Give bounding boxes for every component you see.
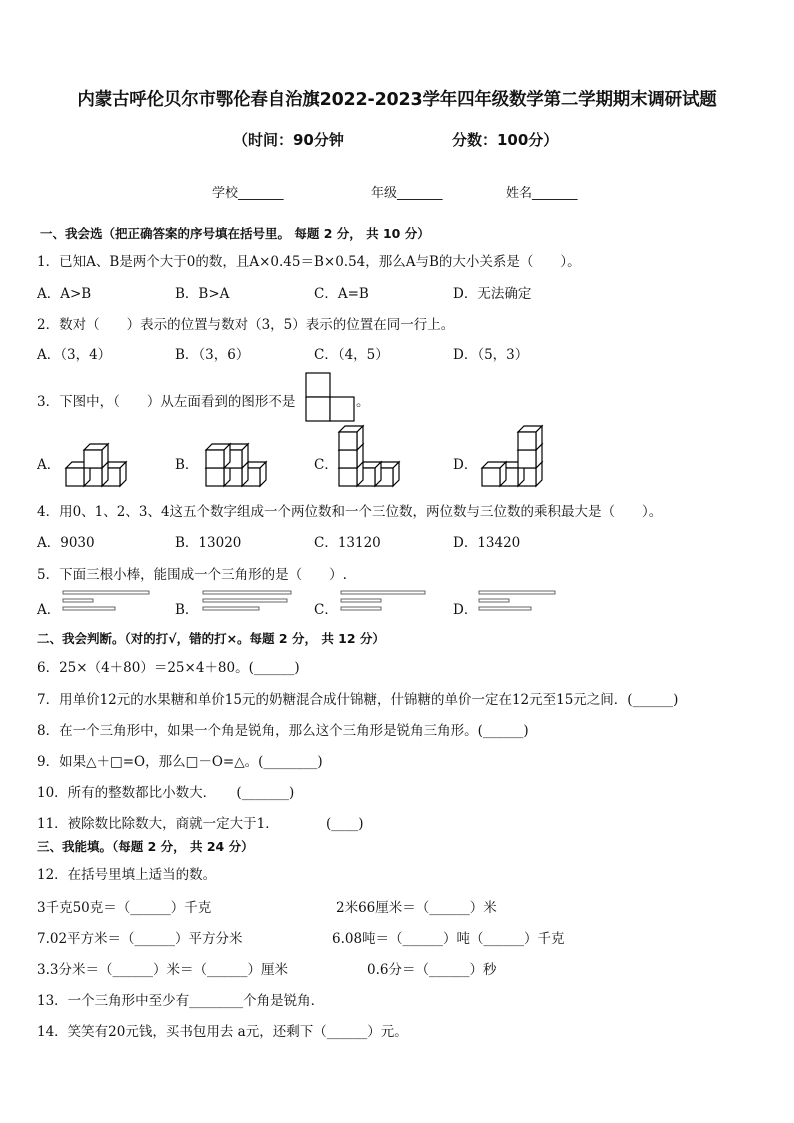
q5-sticks-d [478,590,573,618]
cube [84,444,108,468]
question-13: 13．一个三角形中至少有________个角是锐角． [37,993,325,1009]
q1-option-b: B．B>A [175,286,230,302]
question-2: 2．数对（ ）表示的位置与数对（3，5）表示的位置在同一行上。 [37,317,455,333]
q5-option-a-label: A． [37,602,61,618]
question-12: 12．在括号里填上适当的数。 [37,867,217,883]
school-field: 学校_______ [212,186,284,201]
q1-option-a: A．A>B [37,286,92,302]
q3-option-a-label: A． [37,457,61,473]
exam-score: 分数：100分） [452,131,559,149]
q5-option-c-label: C． [314,602,338,618]
question-8: 8．在一个三角形中，如果一个角是锐角，那么这个三角形是锐角三角形。(______) [37,723,529,739]
q5-option-b-label: B． [175,602,199,618]
q12-row2-left: 7.02平方米＝（______）平方分米 [37,931,243,947]
section-2-heading: 二、我会判断。（对的打√，错的打×。每题 2 分， 共 12 分） [37,631,385,646]
question-14: 14．笑笑有20元钱，买书包用去 a元，还剩下（______）元。 [37,1024,408,1040]
question-6: 6．25×（4＋80）＝25×4＋80。(______) [37,660,300,676]
q5-option-d-label: D． [453,602,478,618]
q3-cube-figure-a [62,430,147,488]
question-7: 7．用单价12元的水果糖和单价15元的奶糖混合成什锦糖，什锦糖的单价一定在12元至15元之间．(______) [37,692,679,708]
grade-field: 年级_______ [371,186,443,201]
q12-row1-right: 2米66厘米＝（______）米 [336,900,497,916]
q3-option-c-label: C． [314,457,338,473]
exam-time: （时间：90分钟 [233,131,344,149]
name-field: 姓名_______ [506,186,578,201]
q3-cube-figure-c [335,430,420,488]
q4-option-c: C．13120 [314,535,381,551]
question-5: 5．下面三根小棒，能围成一个三角形的是（ ）. [37,567,347,583]
question-11: 11．被除数比除数大，商就一定大于1． (____) [37,816,364,832]
question-10: 10．所有的整数都比小数大． (_______) [37,785,295,801]
q2-option-c: C．（4，5） [314,347,389,363]
q5-sticks-a [62,590,157,618]
q12-row3-left: 3.3分米＝（______）米＝（______）厘米 [37,962,288,978]
q4-option-b: B．13020 [175,535,242,551]
q12-row1-left: 3千克50克＝（______）千克 [37,900,212,916]
q12-row2-right: 6.08吨＝（______）吨（______）千克 [332,931,565,947]
q3-cube-figure-d [478,430,563,488]
question-1: 1．已知A、B是两个大于0的数，且A×0.45＝B×0.54，那么A与B的大小关系是（ ）。 [37,254,581,270]
section-3-heading: 三、我能填。（每题 2 分， 共 24 分） [37,839,254,854]
q1-option-d: D．无法确定 [453,286,532,302]
q3-option-d-label: D． [453,457,478,473]
cube [518,426,542,450]
question-9: 9．如果△＋□=O，那么□－O=△。(________) [37,754,323,770]
q1-option-c: C．A=B [314,286,369,302]
question-4: 4．用0、1、2、3、4这五个数字组成一个两位数和一个三位数，两位数与三位数的乘积最大是（ ）。 [37,504,663,520]
q5-sticks-c [340,590,435,618]
question-3-end: 。 [356,394,370,410]
q5-sticks-b [202,590,297,618]
q3-cube-figure-b [202,430,287,488]
q4-option-d: D．13420 [453,535,521,551]
cube [206,444,230,468]
q2-option-d: D．（5，3） [453,347,529,363]
q3-side-view-figure [305,372,357,424]
cube [482,462,506,486]
q2-option-b: B．（3，6） [175,347,250,363]
q4-option-a: A．9030 [37,535,95,551]
q2-option-a: A．（3，4） [37,347,112,363]
section-1-heading: 一、我会选（把正确答案的序号填在括号里。 每题 2 分， 共 10 分） [40,226,430,241]
question-3: 3．下图中，（ ）从左面看到的图形不是 [37,394,296,410]
exam-title: 内蒙古呼伦贝尔市鄂伦春自治旗2022-2023学年四年级数学第二学期期末调研试题 [77,90,717,110]
q3-option-b-label: B． [175,457,199,473]
q12-row3-right: 0.6分＝（______）秒 [367,962,497,978]
cube [339,426,363,450]
